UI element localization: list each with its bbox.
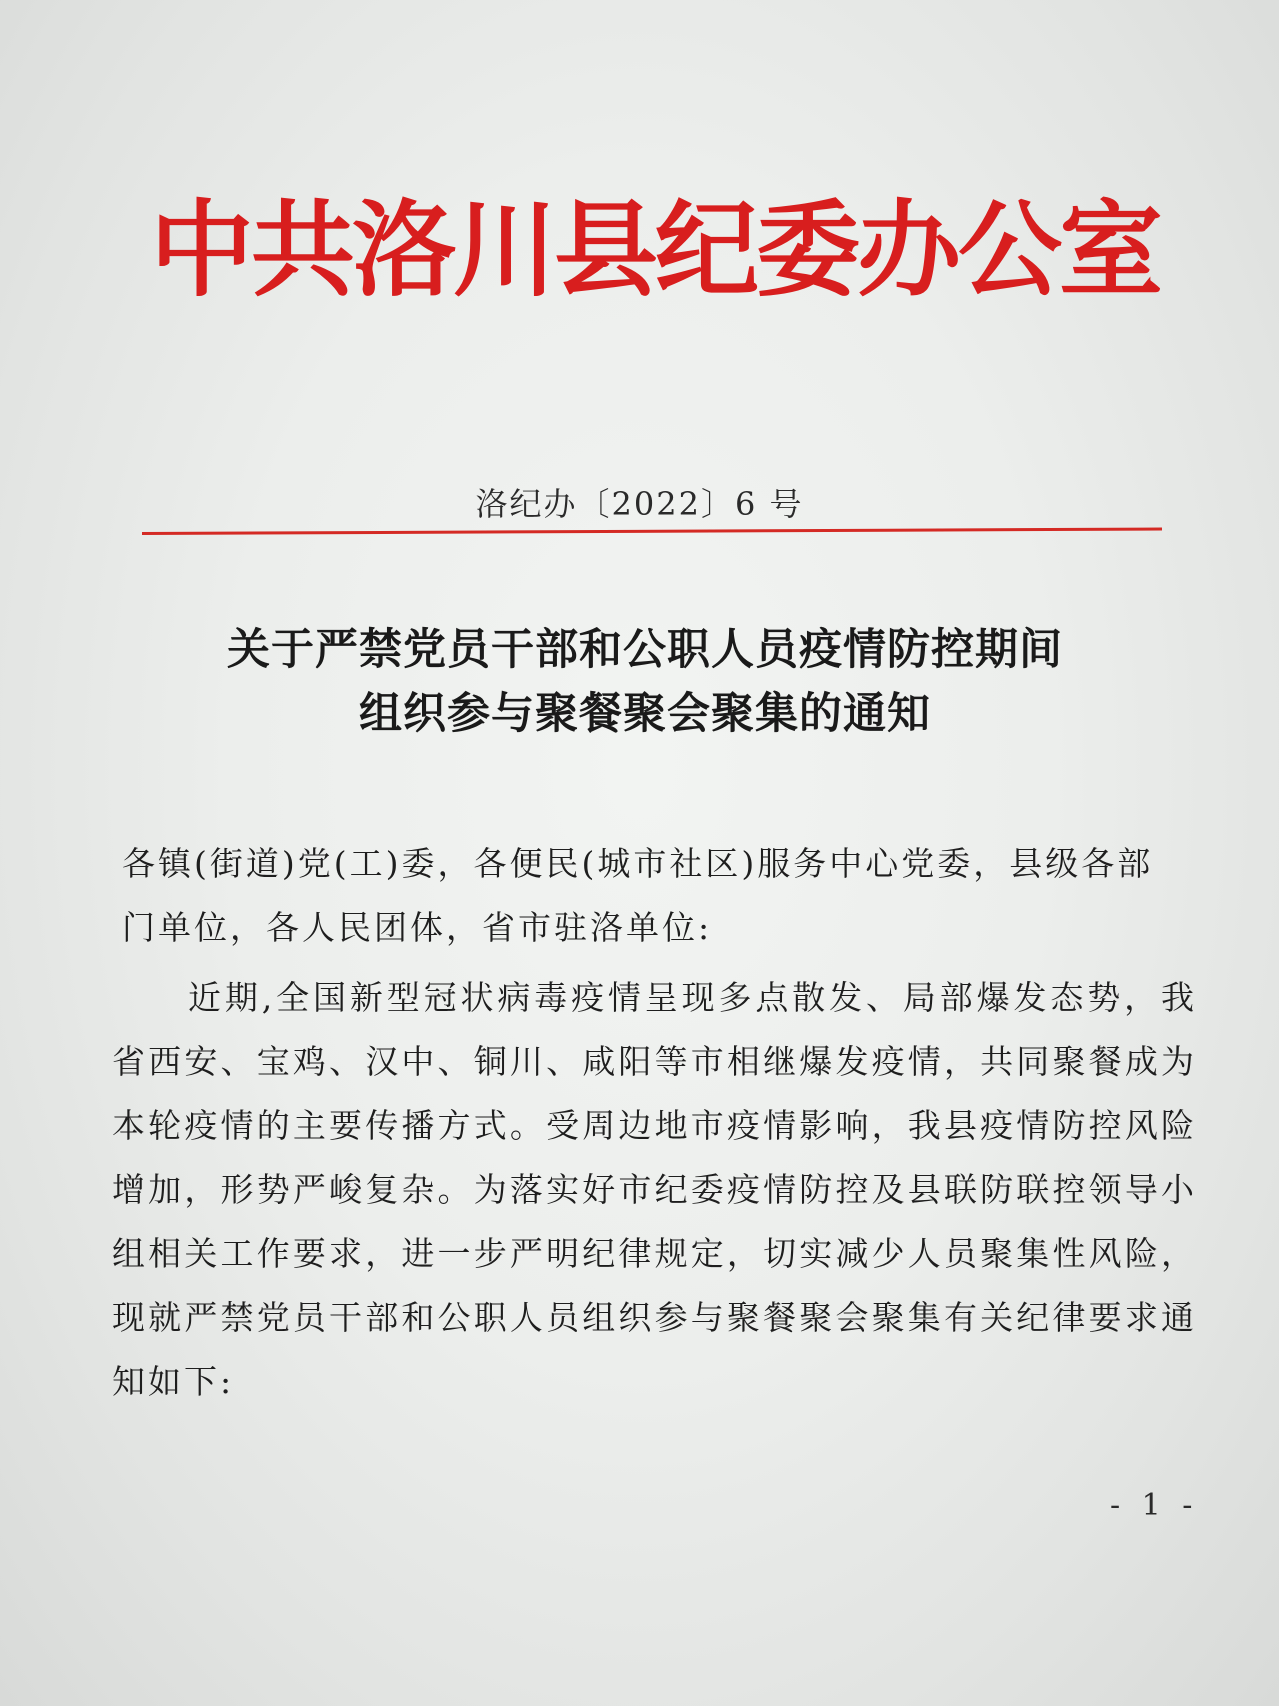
page-number: - 1 -: [1110, 1488, 1199, 1523]
addressee-paragraph: 各镇(街道)党(工)委，各便民(城市社区)服务中心党委，县级各部门单位，各人民团体，省市驻洛单位:: [122, 844, 1154, 947]
notice-title-line-2: 组织参与聚餐聚会聚集的通知: [359, 689, 931, 739]
red-divider-line: [142, 528, 1162, 535]
document-number: 洛纪办〔2022〕6 号: [475, 485, 804, 523]
notice-title-line-1: 关于严禁党员干部和公职人员疫情防控期间: [227, 625, 1063, 675]
letterhead-title: 中共洛川县纪委办公室: [150, 188, 1161, 311]
notice-title: [100, 618, 1190, 746]
body-paragraph: 近期,全国新型冠状病毒疫情呈现多点散发、局部爆发态势，我省西安、宝鸡、汉中、铜川、咸阳等市相继爆发疫情，共同聚餐成为本轮疫情的主要传播方式。受周边地市疫情影响，我县疫情防控风险增加，形势严峻复杂。为落实好市纪委疫情防控及县联防联控领导小组相关工作要求，进一步严明纪律规定，切实减少人员聚集性风险，现就严禁党员干部和公职人员组织参与聚餐聚会聚集有关纪律要求通知如下:: [112, 978, 1197, 1401]
